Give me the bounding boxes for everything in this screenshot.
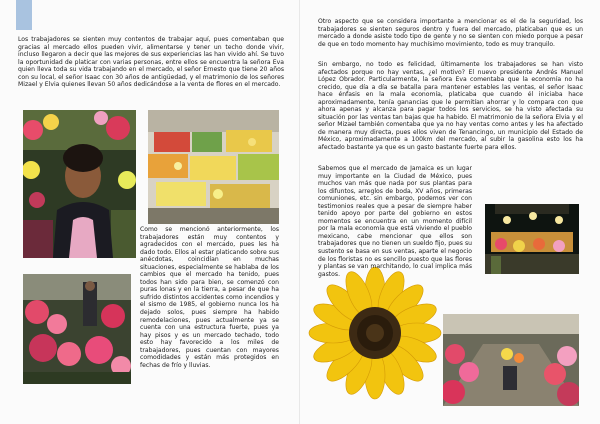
intro-paragraph: Los trabajadores se sienten muy contentos de trabajar aquí, pues comentaban que gracias al mercado ellos pueden vivir, alimentarse y tener un techo donde vivir, incluso llegaron a decir que las mejores de sus experiencias las han vivido ahí. Se tuvo la oportunidad de platicar con varias personas, entre ellos se encuentra la señora Eva quien lleva toda su vida trabajando en el mercado, el señor Ernesto que tiene 20 años con su local, el señor Isaac con 30 años de antigüedad, y el matrimonio de los señores Mizael y Elvia quienes llevan 50 años dedicándose a la venta de flores en el mercado. xyxy=(18,36,284,89)
right-page xyxy=(300,0,600,424)
economy-paragraph: Sin embargo, no todo es felicidad, últimamente los trabajadores se han visto afectados porque no hay ventas, ¿el motivo? El nuevo presidente Andrés Manuel López Obrador. Particularmente, la señora Eva comentaba que la economía no ha crecido, que día a día se batalla para mantener estables las ventas, el señor Isaac hace énfasis en la mala economía, platicaba que cuando él iniciaba hace aproximadamente, tenía ganancias que le permitían ahorrar y lo compara con que ahora apenas y alcanza para pagar todos los servicios, se ha visto afectada su situación por las ventas tan bajas que ha habido. El matrimonio de la señora Elvia y el señor Mizael también comentaba que ya no hay ventas como antes y les ha afectado de manera muy directa, pues ellos viven de Tenancingo, un municipio del Estado de México, aproximadamente a 100km del mercado, al subir la gasolina esto los ha afectado bastante ya que es un gasto bastante fuerte para ellos. xyxy=(318,61,583,152)
security-paragraph: Otro aspecto que se considera importante a mencionar es el de la seguridad, los trabajadores se sienten seguros dentro y fuera del mercado, platicaban que es un mercado a donde asiste todo tipo de gente y no se sienten con miedo porque a pesar de que en todo momento hay muchísimo movimiento, todo es muy tranquilo. xyxy=(318,18,583,48)
sunflower-illustration xyxy=(300,266,450,400)
conclusion-paragraph: Sabemos que el mercado de Jamaica es un lugar muy importante en la Ciudad de México, pues muchos van más que nada por sus plantas para los difuntos, arreglos de boda, XV años, primeras comuniones, etc. sin embargo, podemos ver con testimonios reales que a pesar de siempre haber tenido apoyo por parte del gobierno en estos momentos se encuentra en un momento difícil por la mala economía que está viviendo el pueblo mexicano, cabe mencionar que ellos son trabajadores que no tienen un sueldo fijo, pues su sustento se basa en sus ventas, aparte el negocio de los floristas no es sencillo puesto que las flores y plantas se van marchitando, lo cual implica más gastos. xyxy=(318,165,472,278)
vendor-woman-photo xyxy=(23,110,136,258)
market-night-photo xyxy=(485,204,579,274)
flower-aisle-photo xyxy=(443,314,579,406)
page-tab-marker xyxy=(16,0,32,30)
left-column-paragraph: Como se mencionó anteriormente, los trabajadores están muy contentos y agradecidos con el mercado, pues les ha dado todo. Ellos al estar platicando sobre sus anécdotas, coincidían en muchas situaciones, especialmente se hablaba de los cambios que el mercado ha tenido, pues todos han sido para bien, se comenzó con puras lonas y en la tierra, a pesar de que ha sufrido distintos accidentes como incendios y el sismo de 1985, el gobierno nunca los ha dejado solos, pues siempre ha habido remodelaciones, pues actualmente ya se cuenta con una estructura fuerte, pues ya hay pisos y es un mercado techado, todo esto hay favorecido a los miles de trabajadores, pues cuentan con mayores comodidades y están más protegidos en fechas de frío y lluvias. xyxy=(140,226,279,369)
flower-market-photo xyxy=(23,274,131,384)
fruit-stall-photo xyxy=(148,110,279,224)
